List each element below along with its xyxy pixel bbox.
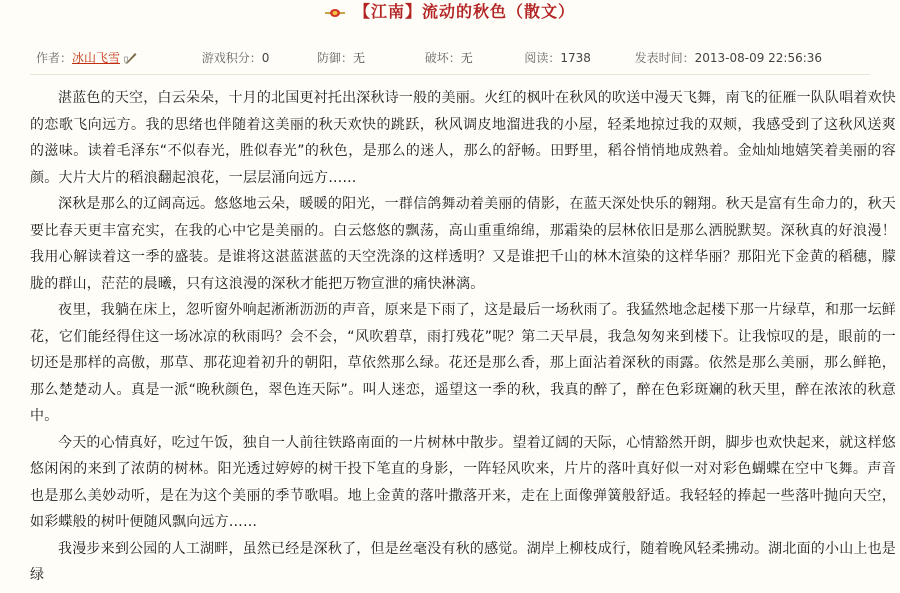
article-meta: [36, 49, 822, 67]
defense-label: 防御：: [317, 51, 354, 65]
score-label: 游戏积分：: [201, 51, 262, 65]
time-label: 发表时间：: [634, 51, 695, 65]
quill-icon: [124, 51, 138, 65]
meta-divider: [30, 74, 870, 75]
flag-icon: [325, 5, 345, 19]
score-value: 0: [261, 50, 270, 65]
author-link[interactable]: 冰山飞雪: [72, 51, 121, 65]
author-label: 作者：: [36, 51, 73, 65]
article-paragraph: 湛蓝色的天空，白云朵朵，十月的北国更衬托出深秋诗一般的美丽。火红的枫叶在秋风的吹送中漫天飞舞，南飞的征雁一队队唱着欢快的恋歌飞向远方。我的思绪也伴随着这美丽的秋天欢快的跳跃，秋风调皮地溜进我的小屋，轻柔地掠过我的双颊，我感受到了这秋风送爽的滋味。读着毛泽东“不似春光，胜似春光”的秋色，是那么的迷人，那么的舒畅。田野里，稻谷悄悄地成熟着。金灿灿地嬉笑着美丽的容颜。大片大片的稻浪翻起浪花，一层层涌向远方……: [30, 90, 896, 186]
article-title-bar: [0, 0, 900, 26]
article-paragraph: 今天的心情真好，吃过午饭，独自一人前往铁路南面的一片树林中散步。望着辽阔的天际，心情豁然开朗，脚步也欢快起来，就这样悠悠闲闲的来到了浓荫的树林。阳光透过婷婷的树干投下笔直的身影，一阵轻风吹来，片片的落叶真好似一对对彩色蝴蝶在空中飞舞。声音也是那么美妙动听，是在为这个美丽的季节歌唱。地上金黄的落叶撒落开来，走在上面像弹簧般舒适。我轻轻的捧起一些落叶抛向天空，如彩蝶般的树叶便随风飘向远方……: [30, 434, 896, 530]
article-paragraph: 夜里，我躺在床上，忽听窗外响起淅淅沥沥的声音，原来是下雨了，这是最后一场秋雨了。我猛然地念起楼下那一片绿草，和那一坛鲜花，它们能经得住这一场冰凉的秋雨吗？会不会，“风吹碧草，雨打残花”呢？第二天早晨，我急匆匆来到楼下。让我惊叹的是，眼前的一切还是那样的高傲，那草、那花迎着初升的朝阳，草依然那么绿。花还是那么香，那上面沾着深秋的雨露。依然是那么美丽，那么鲜艳，那么楚楚动人。真是一派“晚秋颜色，翠色连天际”。叫人迷恋，遥望这一季的秋，我真的醉了，醉在色彩斑斓的秋天里，醉在浓浓的秋意中。: [30, 302, 896, 424]
article-paragraph: 我漫步来到公园的人工湖畔，虽然已经是深秋了，但是丝毫没有秋的感觉。湖岸上柳枝成行，随着晚风轻柔拂动。湖北面的小山上也是绿: [30, 540, 896, 583]
defense-value: 无: [353, 51, 366, 65]
article-paragraph: 深秋是那么的辽阔高远。悠悠地云朵，暖暖的阳光，一群信鸽舞动着美丽的倩影，在蓝天深处快乐的翱翔。秋天是富有生命力的，秋天要比春天更丰富充实，在我的心中它是美丽的。白云悠悠的飘荡，高山重重绵绵，那霜染的层林依旧是那么洒脱默契。深秋真的好浪漫！我用心解读着这一季的盛装。是谁将这湛蓝湛蓝的天空洗涤的这样透明？又是谁把千山的林木渲染的这样华丽？那阳光下金黄的稻穗，朦胧的群山，茫茫的晨曦，只有这浪漫的深秋才能把万物宣泄的痛快淋漓。: [30, 196, 896, 292]
break-value: 无: [460, 51, 473, 65]
publish-time: 2013-08-09 22:56:36: [694, 50, 823, 65]
article-body: [30, 85, 896, 589]
break-label: 破坏：: [424, 51, 461, 65]
article-title: 【江南】流动的秋色（散文）: [354, 2, 576, 21]
read-label: 阅读：: [524, 51, 561, 65]
read-count: 1738: [560, 50, 591, 65]
